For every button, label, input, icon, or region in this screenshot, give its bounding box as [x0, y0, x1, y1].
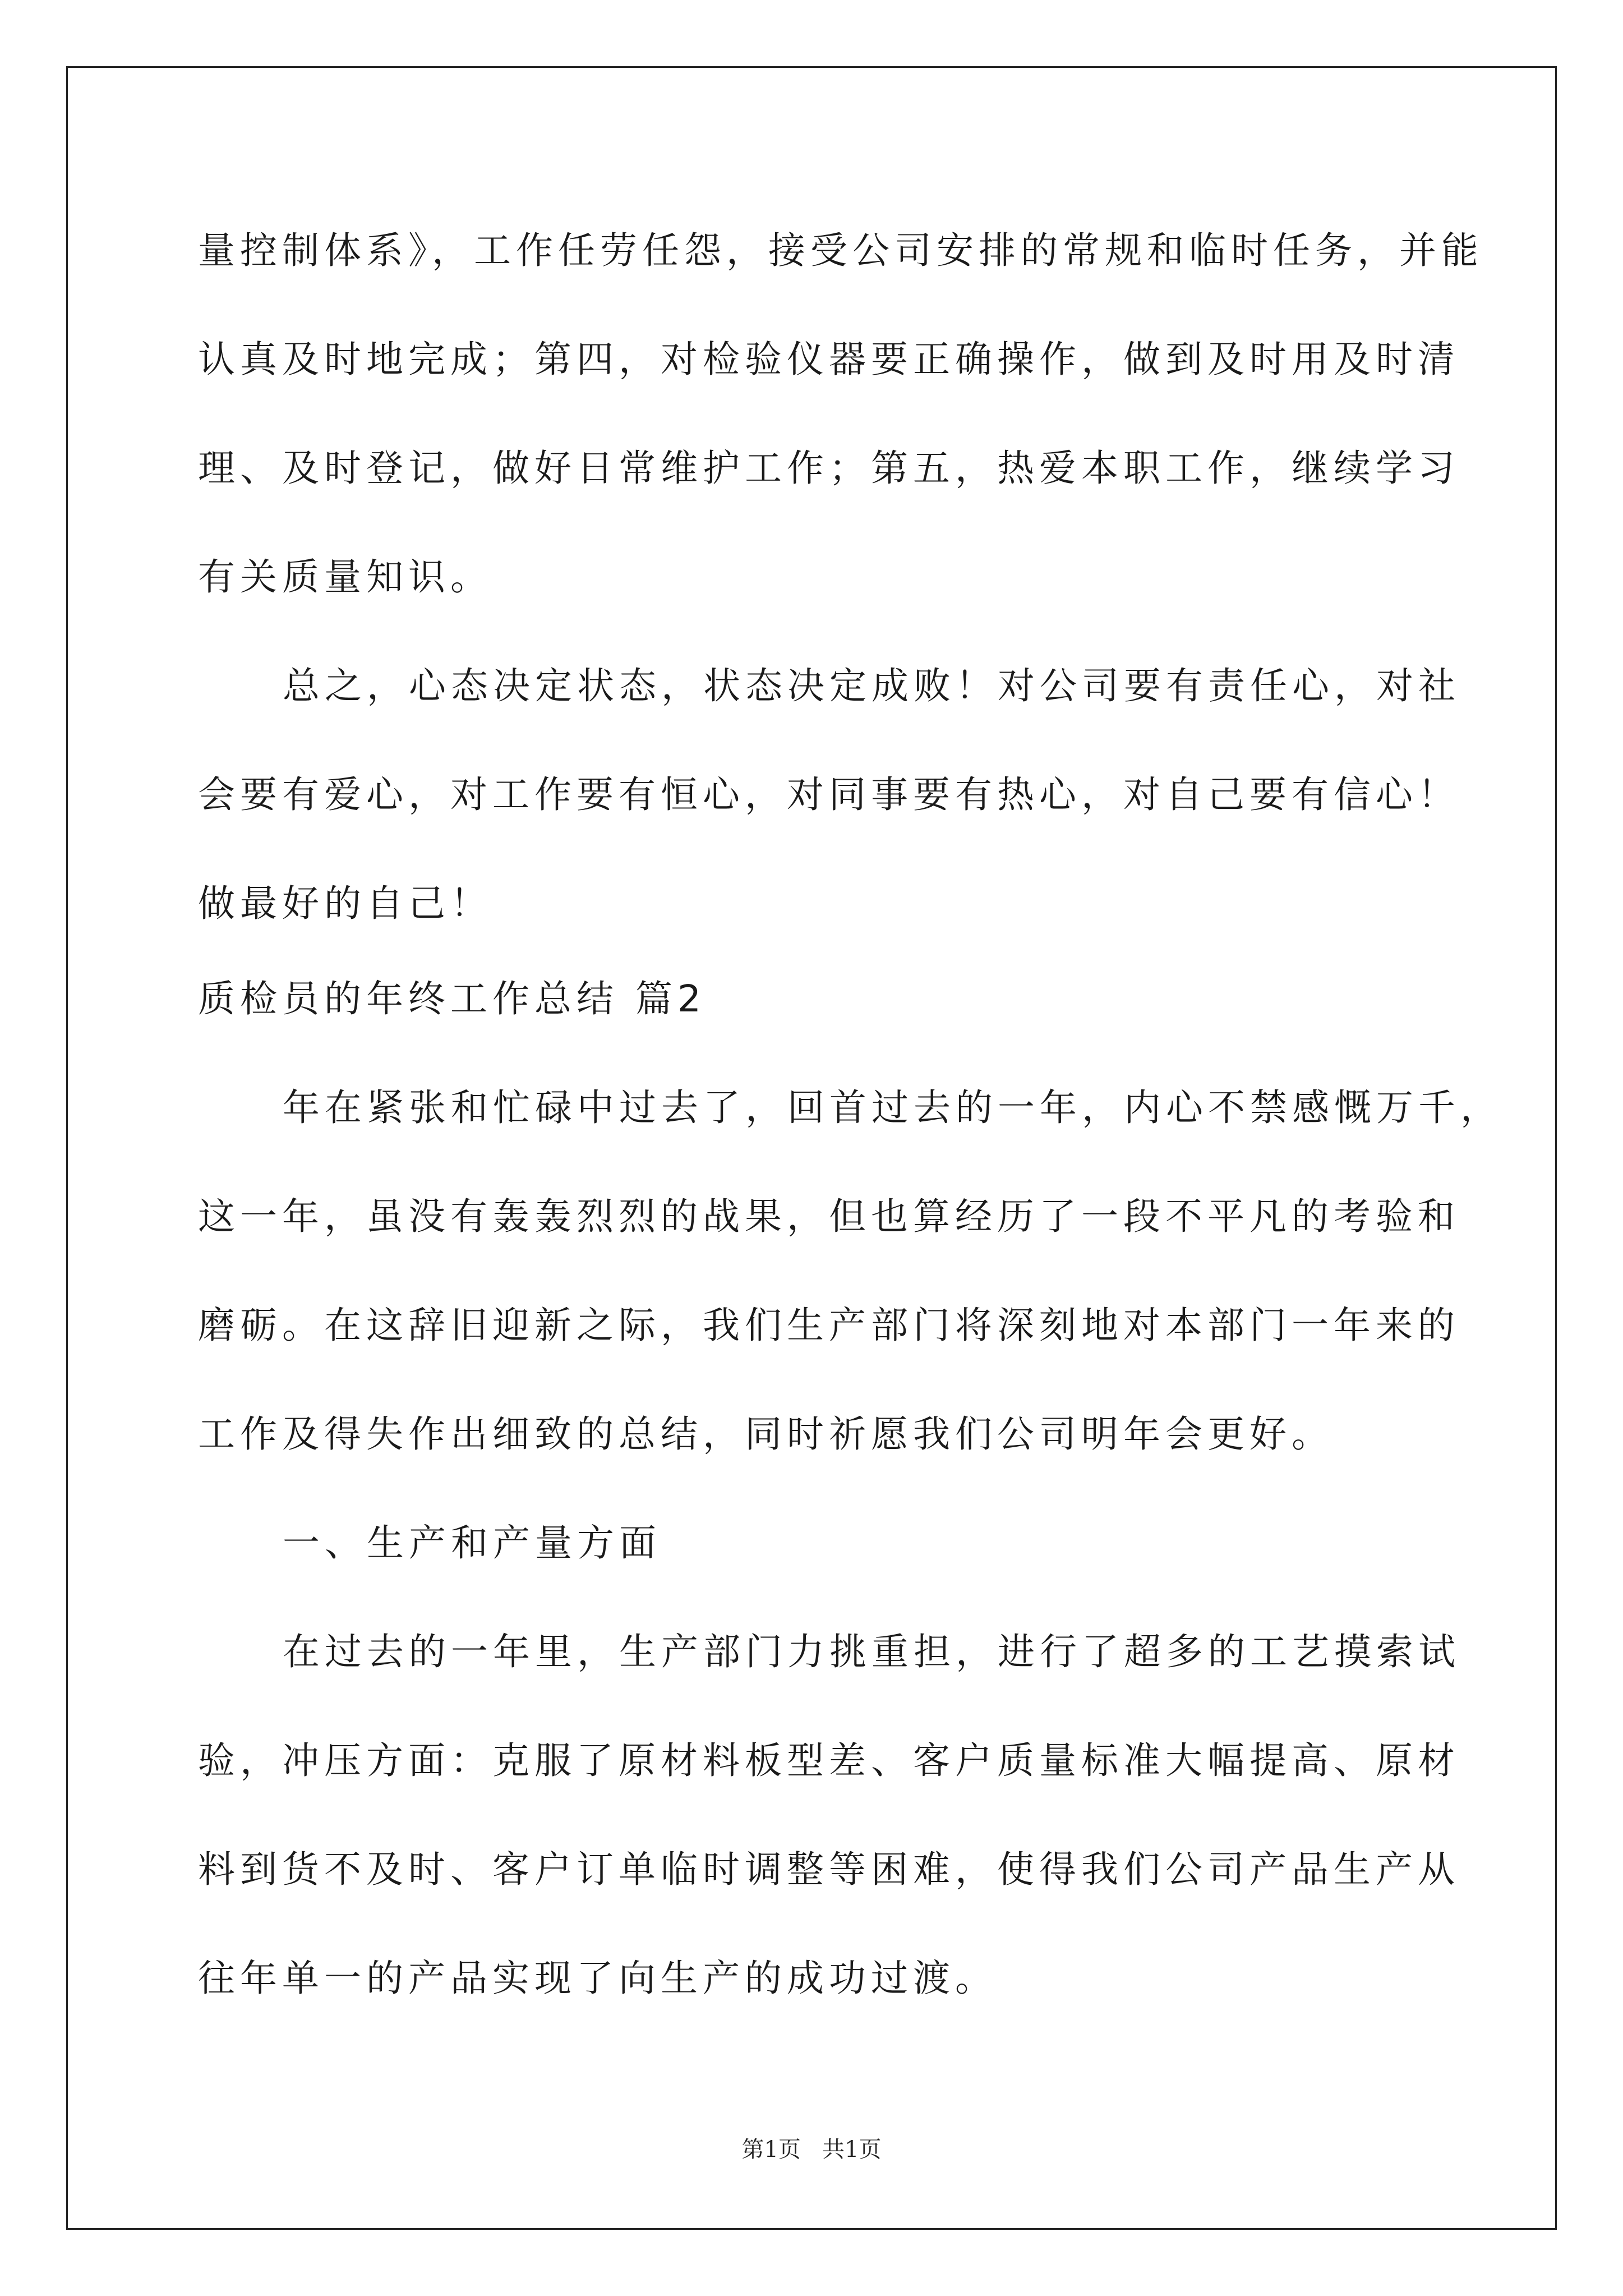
- text-line: 这一年，虽没有轰轰烈烈的战果，但也算经历了一段不平凡的考验和: [198, 1195, 1460, 1238]
- text-line: 理、及时登记，做好日常维护工作；第五，热爱本职工作，继续学习: [198, 447, 1460, 490]
- paragraph-conclusion: 总之，心态决定状态，状态决定成败！对公司要有责任心，对社: [283, 664, 1460, 707]
- subsection-heading: 一、生产和产量方面: [283, 1521, 661, 1565]
- paragraph-production: 在过去的一年里，生产部门力挑重担，进行了超多的工艺摸索试: [283, 1630, 1460, 1673]
- text-line: 磨砺。在这辞旧迎新之际，我们生产部门将深刻地对本部门一年来的: [198, 1304, 1460, 1347]
- section-heading: 质检员的年终工作总结 篇2: [198, 977, 706, 1020]
- text-line: 工作及得失作出细致的总结，同时祈愿我们公司明年会更好。: [198, 1412, 1334, 1456]
- text-line: 会要有爱心，对工作要有恒心，对同事要有热心，对自己要有信心！: [198, 773, 1460, 816]
- text-line: 量控制体系》，工作任劳任怨，接受公司安排的常规和临时任务，并能: [198, 229, 1483, 272]
- text-line: 认真及时地完成；第四，对检验仪器要正确操作，做到及时用及时清: [198, 338, 1460, 381]
- text-line: 验，冲压方面：克服了原材料板型差、客户质量标准大幅提高、原材: [198, 1739, 1460, 1782]
- text-line: 料到货不及时、客户订单临时调整等困难，使得我们公司产品生产从: [198, 1848, 1460, 1891]
- text-line: 有关质量知识。: [198, 555, 492, 599]
- page-footer: 第1页 共1页: [741, 2137, 882, 2162]
- paragraph-intro: 年在紧张和忙碌中过去了，回首过去的一年，内心不禁感慨万千，: [283, 1086, 1502, 1129]
- text-line: 往年单一的产品实现了向生产的成功过渡。: [198, 1957, 997, 2000]
- text-line: 做最好的自己！: [198, 882, 492, 925]
